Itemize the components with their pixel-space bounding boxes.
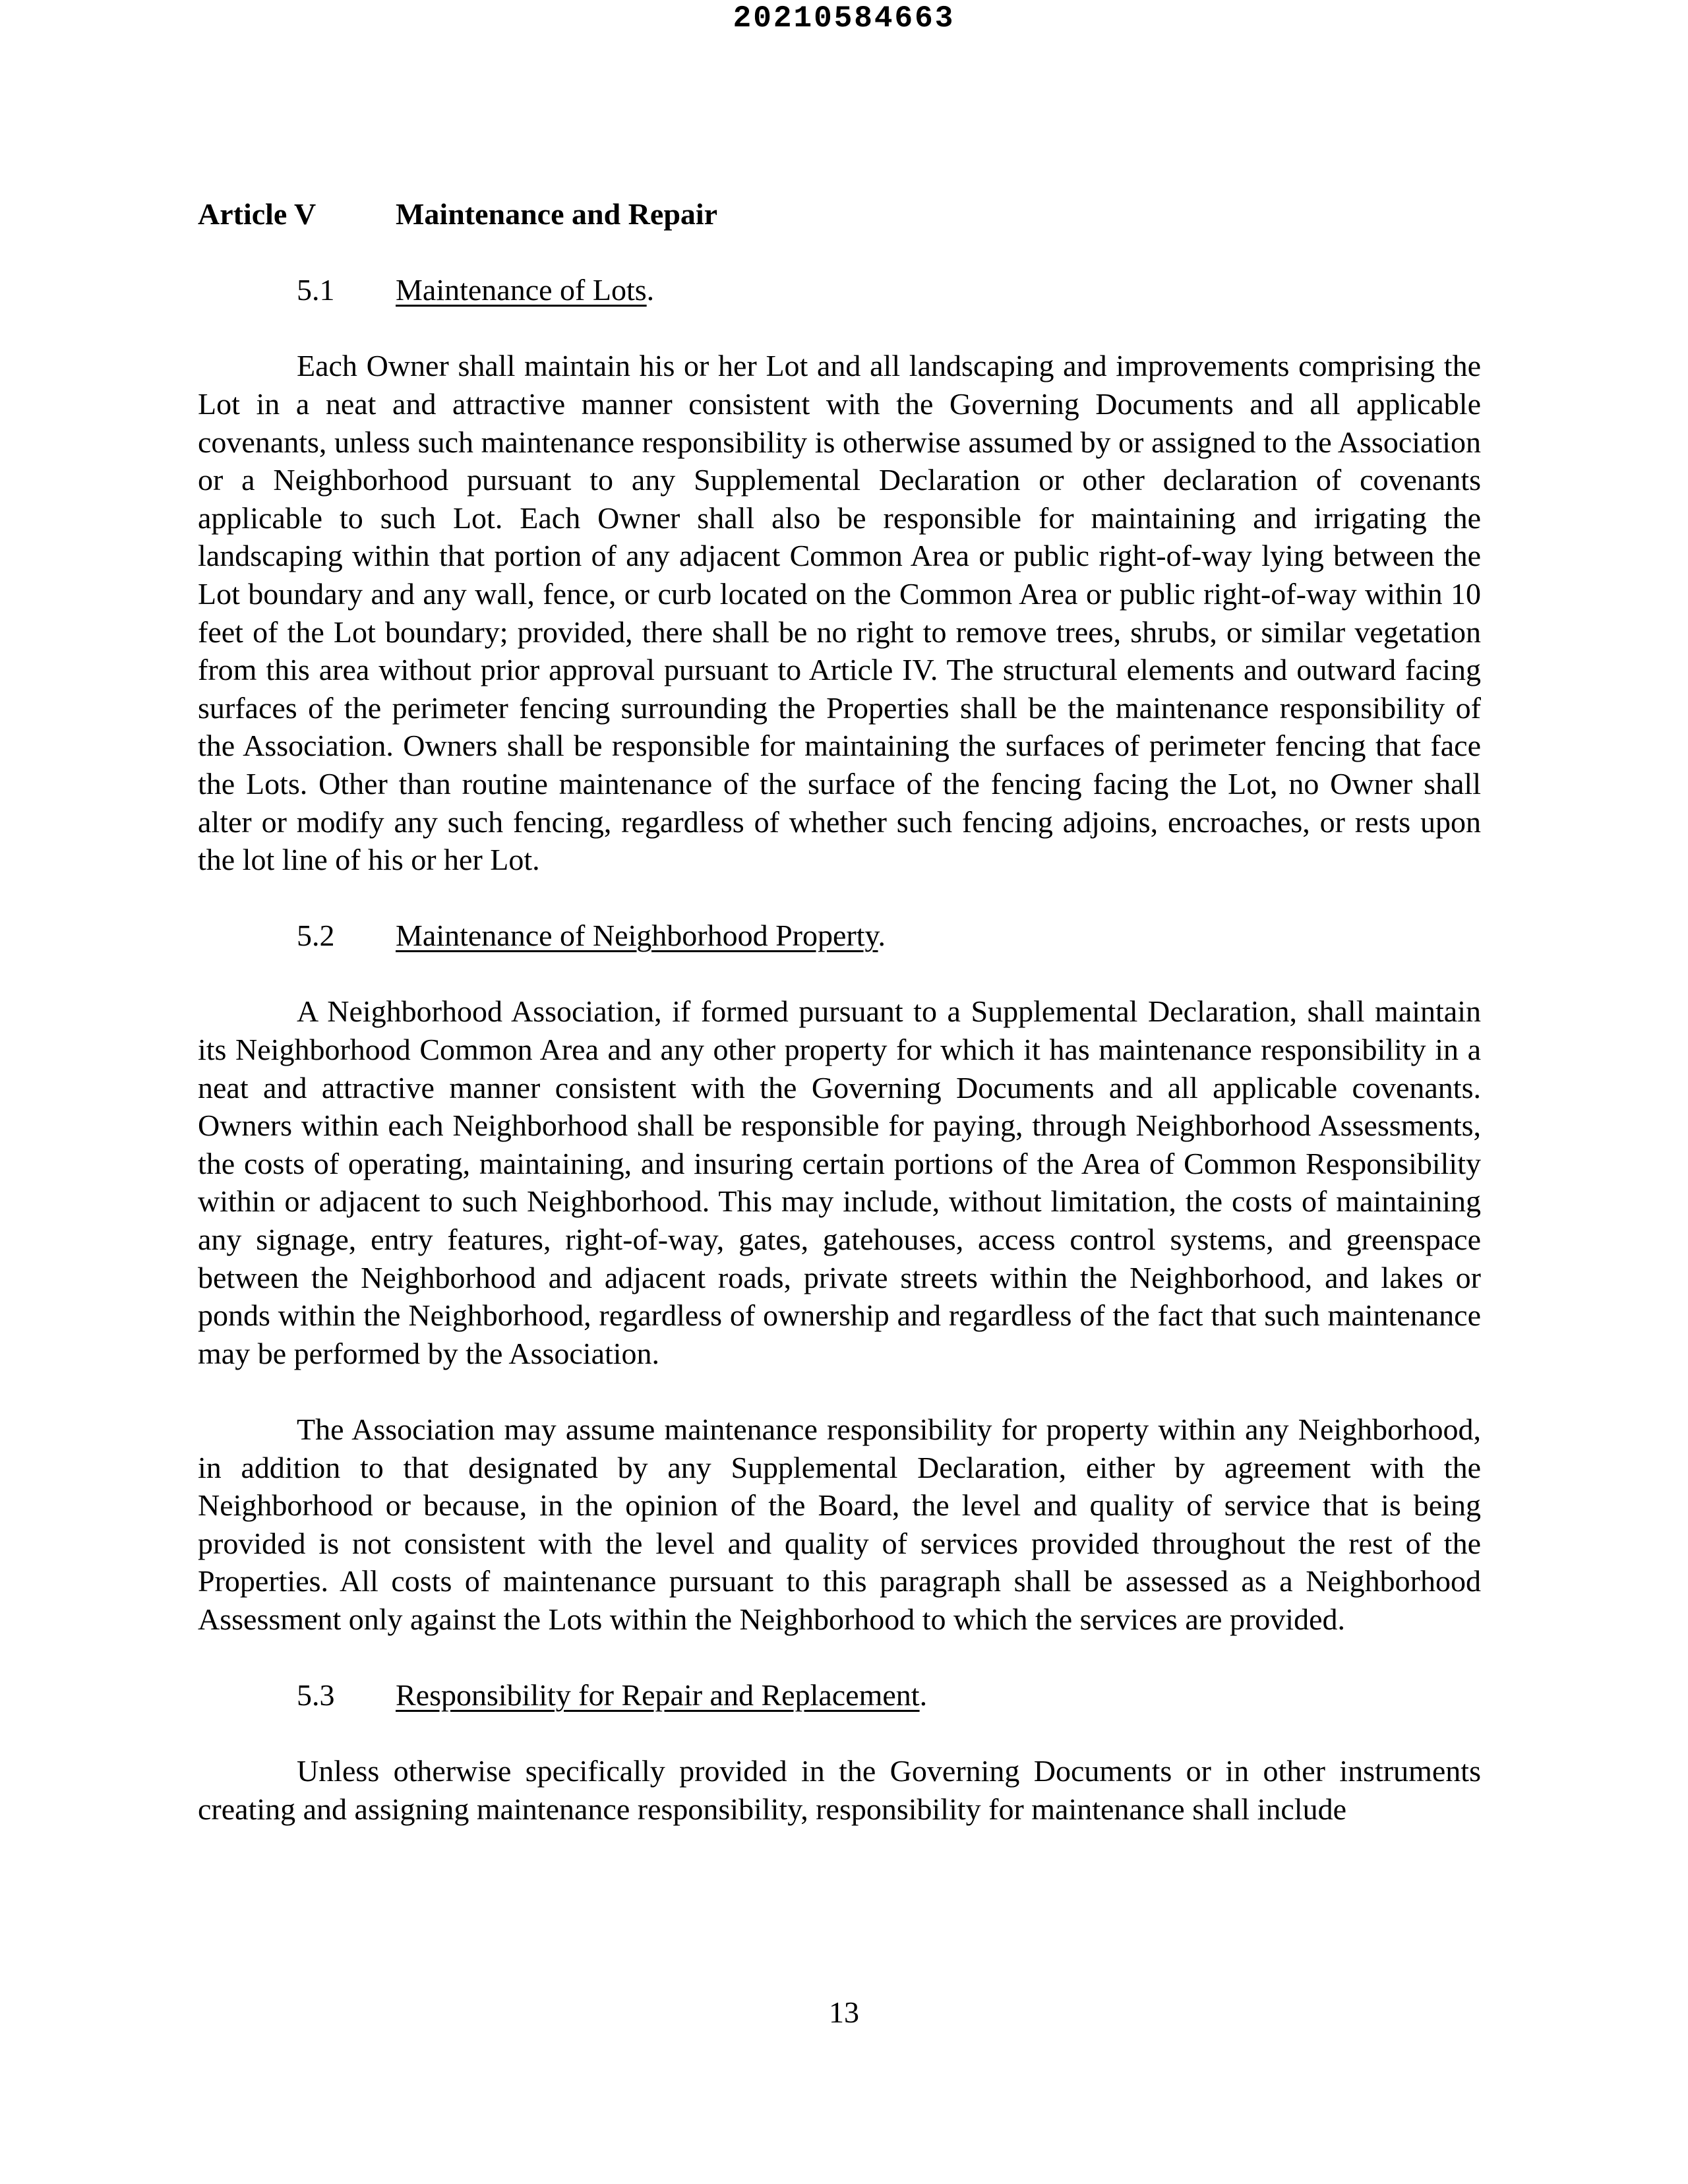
section-title-period: . <box>878 919 886 953</box>
section-title: Maintenance of Lots <box>396 273 647 307</box>
paragraph-5-3-body: Unless otherwise specifically provided in the Governing Documents or in other instruments creating and assigning maintenance responsibility, responsibility for maintenance shall include <box>198 1754 1481 1826</box>
section-heading-5-1 <box>297 271 1481 309</box>
paragraph-5-2-body-1: A Neighborhood Association, if formed pursuant to a Supplemental Declaration, shall maintain its Neighborhood Common Area and any other property for which it has maintenance responsibility in a neat and attractive manner consistent with the Governing Documents and all applicable covenants. Owners within each Neighborhood shall be responsible for paying, through Neighborhood Assessments, the costs of operating, maintaining, and insuring certain portions of the Area of Common Responsibility within or adjacent to such Neighborhood. This may include, without limitation, the costs of maintaining any signage, entry features, right-of-way, gates, gatehouses, access control systems, and greenspace between the Neighborhood and adjacent roads, private streets within the Neighborhood, and lakes or ponds within the Neighborhood, regardless of ownership and regardless of the fact that such maintenance may be performed by the Association. <box>198 994 1481 1370</box>
section-title-period: . <box>919 1678 928 1713</box>
article-heading <box>198 195 1481 233</box>
page-body <box>198 195 1481 1829</box>
paragraph-5-2-body-2: The Association may assume maintenance responsibility for property within any Neighborhood, in addition to that designated by any Supplemental Declaration, either by agreement with the Neighborhood or because, in the opinion of the Board, the level and quality of service that is being provided is not consistent with the level and quality of services provided throughout the rest of the Properties. All costs of maintenance pursuant to this paragraph shall be assessed as a Neighborhood Assessment only against the Lots within the Neighborhood to which the services are provided. <box>198 1412 1481 1636</box>
paragraph-5-1-body: Each Owner shall maintain his or her Lot and all landscaping and improvements comprising the Lot in a neat and attractive manner consistent with the Governing Documents and all applicable covenants, unless such maintenance responsibility is otherwise assumed by or assigned to the Association or a Neighborhood pursuant to any Supplemental Declaration or other declaration of covenants applicable to such Lot. Each Owner shall also be responsible for maintaining and irrigating the landscaping within that portion of any adjacent Common Area or public right-of-way lying between the Lot boundary and any wall, fence, or curb located on the Common Area or public right-of-way within 10 feet of the Lot boundary; provided, there shall be no right to remove trees, shrubs, or similar vegetation from this area without prior approval pursuant to Article IV. The structural elements and outward facing surfaces of the perimeter fencing surrounding the Properties shall be the maintenance responsibility of the Association. Owners shall be responsible for maintaining the surfaces of perimeter fencing that face the Lots. Other than routine maintenance of the surface of the fencing facing the Lot, no Owner shall alter or modify any such fencing, regardless of whether such fencing adjoins, encroaches, or rests upon the lot line of his or her Lot. <box>198 349 1481 877</box>
article-title: Maintenance and Repair <box>396 197 718 231</box>
section-number: 5.1 <box>297 273 335 307</box>
section-heading-5-3 <box>297 1676 1481 1714</box>
section-heading-5-2 <box>297 917 1481 955</box>
article-number: Article V <box>198 197 316 231</box>
section-number: 5.2 <box>297 919 335 953</box>
section-title-period: . <box>646 273 655 307</box>
page-number: 13 <box>829 1995 859 2029</box>
document-number: 20210584663 <box>733 1 955 36</box>
section-title: Responsibility for Repair and Replacement <box>396 1678 920 1713</box>
section-number: 5.3 <box>297 1678 335 1713</box>
section-title: Maintenance of Neighborhood Property <box>396 919 878 953</box>
